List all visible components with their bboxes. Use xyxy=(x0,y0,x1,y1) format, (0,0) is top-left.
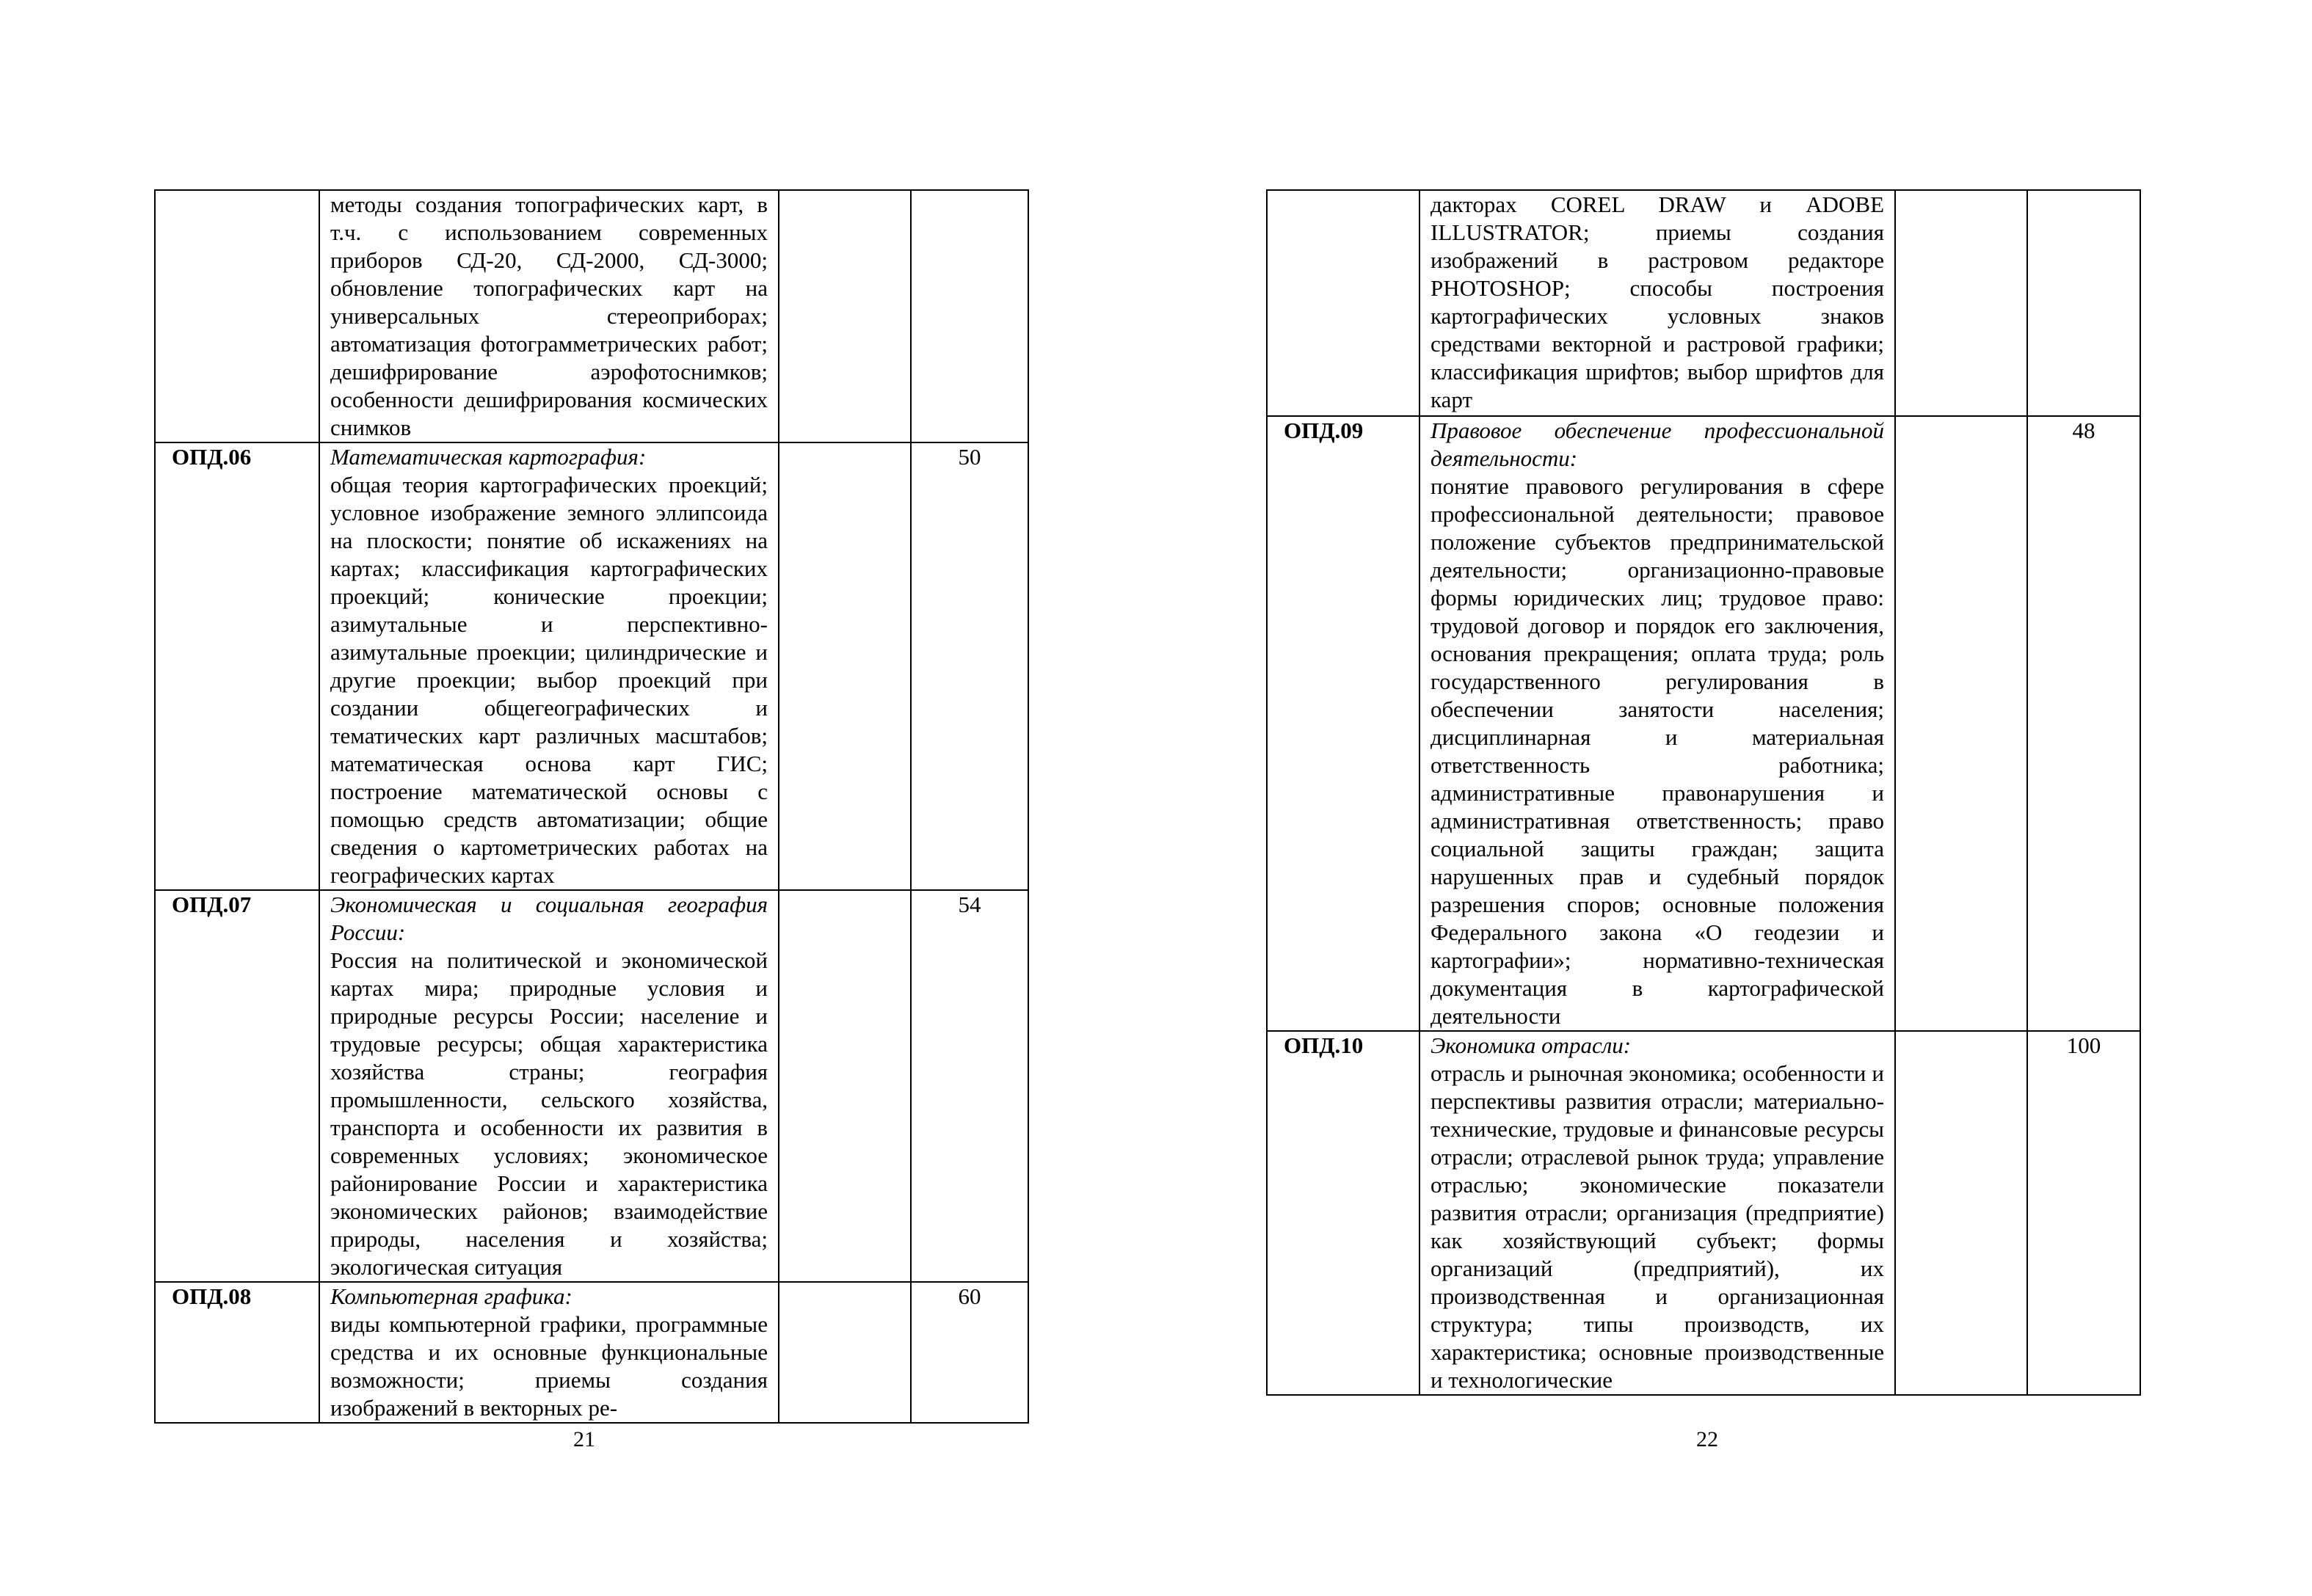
empty-cell xyxy=(779,442,911,890)
empty-cell xyxy=(1895,1031,2027,1395)
discipline-description xyxy=(319,190,779,442)
discipline-code: ОПД.10 xyxy=(1267,1031,1419,1395)
empty-cell xyxy=(1895,416,2027,1031)
empty-cell xyxy=(779,890,911,1282)
discipline-description xyxy=(1419,190,1895,416)
discipline-code xyxy=(1267,190,1419,416)
discipline-code: ОПД.07 xyxy=(155,890,319,1282)
curriculum-table-left xyxy=(154,189,1029,1424)
discipline-content: виды компьютерной графики, программные средства и их основные функциональные возможности; приемы создания изображений в векторных ре- xyxy=(330,1311,768,1421)
discipline-description xyxy=(319,442,779,890)
hours-cell: 100 xyxy=(2027,1031,2140,1395)
hours-cell xyxy=(911,190,1028,442)
empty-cell xyxy=(779,190,911,442)
table-row xyxy=(1267,190,2140,416)
hours-cell: 60 xyxy=(911,1282,1028,1423)
discipline-code: ОПД.08 xyxy=(155,1282,319,1423)
discipline-content: методы создания топографических карт, в т.ч. с использованием современных приборов СД-20, СД-2000, СД-3000; обновление топографических карт на универсальных стереоприборах; автоматизация фотограмметрических работ; дешифрирование аэрофотоснимков; особенности дешифрирования космических снимков xyxy=(330,192,768,440)
discipline-description xyxy=(1419,1031,1895,1395)
discipline-title: Правовое обеспечение профессиональной деятельности: xyxy=(1431,418,1884,471)
table-row xyxy=(155,890,1028,1282)
hours-cell: 48 xyxy=(2027,416,2140,1031)
table-row xyxy=(155,1282,1028,1423)
discipline-description xyxy=(319,1282,779,1423)
page-number: 22 xyxy=(1696,1427,1718,1451)
hours-cell: 50 xyxy=(911,442,1028,890)
discipline-content: понятие правового регулирования в сфере профессиональной деятельности; правовое положение субъектов предпринимательской деятельности; организационно-правовые формы юридических лиц; трудовое право: трудовой договор и порядок его заключения, основания прекращения; оплата труда; роль государственного регулирования в обеспечении занятости населения; дисциплинарная и материальная ответственность работника; административные правонарушения и административная ответственность; право социальной защиты граждан; защита нарушенных прав и судебный порядок разрешения споров; основные положения Федерального закона «О геодезии и картографии»; нормативно-техническая документация в картографической деятельности xyxy=(1431,473,1884,1029)
hours-cell: 54 xyxy=(911,890,1028,1282)
discipline-code: ОПД.06 xyxy=(155,442,319,890)
discipline-title: Экономическая и социальная география России: xyxy=(330,892,768,945)
discipline-description xyxy=(1419,416,1895,1031)
discipline-content: дакторах COREL DRAW и ADOBE ILLUSTRATOR; приемы создания изображений в растровом редакторе PHOTOSHOP; способы построения картографических условных знаков средствами векторной и растровой графики; классификация шрифтов; выбор шрифтов для карт xyxy=(1431,192,1884,412)
discipline-title: Математическая картография: xyxy=(330,444,647,470)
discipline-content: отрасль и рыночная экономика; особенности и перспективы развития отрасли; материально-технические, трудовые и финансовые ресурсы отрасли; отраслевой рынок труда; управление отраслью; экономические показатели развития отрасли; организация (предприятие) как хозяйствующий субъект; формы организаций (предприятий), их производственная и организационная структура; типы производств, их характеристика; основные производственные и технологические xyxy=(1431,1060,1884,1393)
curriculum-table-right xyxy=(1266,189,2141,1396)
table-row xyxy=(155,442,1028,890)
empty-cell xyxy=(1895,190,2027,416)
discipline-code xyxy=(155,190,319,442)
discipline-content: Россия на политической и экономической картах мира; природные условия и природные ресурсы России; население и трудовые ресурсы; общая характеристика хозяйства страны; география промышленности, сельского хозяйства, транспорта и особенности их развития в современных условиях; экономическое районирование России и характеристика экономических районов; взаимодействие природы, населения и хозяйства; экологическая ситуация xyxy=(330,947,768,1280)
discipline-title: Компьютерная графика: xyxy=(330,1283,572,1309)
table-row xyxy=(1267,416,2140,1031)
discipline-code: ОПД.09 xyxy=(1267,416,1419,1031)
discipline-content: общая теория картографических проекций; условное изображение земного эллипсоида на плоскости; понятие об искажениях на картах; классификация картографических проекций; конические проекции; азимутальные и перспективно-азимутальные проекции; цилиндрические и другие проекции; выбор проекций при создании общегеографических и тематических карт различных масштабов; математическая основа карт ГИС; построение математической основы с помощью средств автоматизации; общие сведения о картометрических работах на географических картах xyxy=(330,472,768,888)
table-row xyxy=(155,190,1028,442)
empty-cell xyxy=(779,1282,911,1423)
page-number: 21 xyxy=(573,1427,595,1451)
discipline-description xyxy=(319,890,779,1282)
table-row xyxy=(1267,1031,2140,1395)
hours-cell xyxy=(2027,190,2140,416)
discipline-title: Экономика отрасли: xyxy=(1431,1032,1632,1058)
